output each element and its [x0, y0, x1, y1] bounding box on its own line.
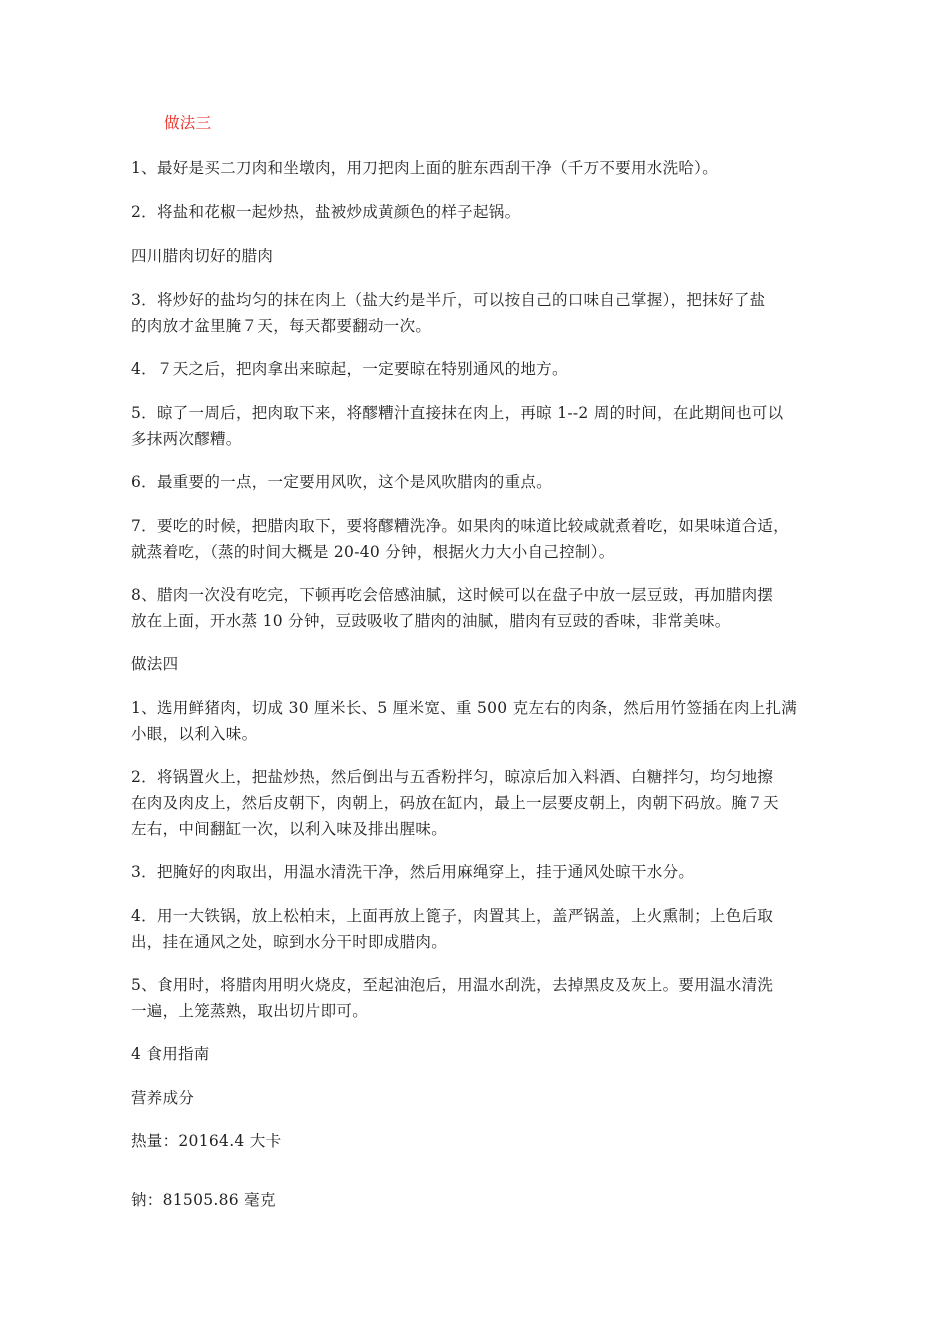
method-four-step-4-line-1: 4．用一大铁锅，放上松柏末，上面再放上篦子，肉置其上，盖严锅盖，上火熏制；上色后取: [131, 907, 774, 925]
method-four-heading: 做法四: [131, 655, 179, 673]
method-four-step-5-line-2: 一遍，上笼蒸熟，取出切片即可。: [131, 1002, 369, 1020]
method-three-step-2: 2．将盐和花椒一起炒热，盐被炒成黄颜色的样子起锅。: [131, 203, 521, 221]
method-three-step-5-line-2: 多抹两次醪糟。: [131, 430, 242, 448]
eating-guide-heading: 4 食用指南: [131, 1045, 210, 1063]
method-four-step-2-line-1: 2．将锅置火上，把盐炒热，然后倒出与五香粉拌匀，晾凉后加入料酒、白糖拌匀，均匀地擦: [131, 768, 774, 786]
method-three-heading: 做法三: [164, 114, 212, 132]
method-three-step-1: 1、最好是买二刀肉和坐墩肉，用刀把肉上面的脏东西刮干净（千万不要用水洗哈）。: [131, 159, 719, 177]
method-four-step-4-line-2: 出，挂在通风之处，晾到水分干时即成腊肉。: [131, 933, 448, 951]
method-three-step-5-line-1: 5．晾了一周后，把肉取下来，将醪糟汁直接抹在肉上，再晾 1--2 周的时间，在此期间也可以: [131, 404, 784, 422]
method-four-step-1-line-2: 小眼，以利入味。: [131, 725, 258, 743]
method-four-step-3: 3．把腌好的肉取出，用温水清洗干净，然后用麻绳穿上，挂于通风处晾干水分。: [131, 863, 695, 881]
method-three-step-3-line-2: 的肉放才盆里腌７天，每天都要翻动一次。: [131, 317, 432, 335]
nutrition-heading: 营养成分: [131, 1089, 195, 1107]
method-three-step-4: 4．７天之后，把肉拿出来晾起，一定要晾在特别通风的地方。: [131, 360, 568, 378]
image-caption: 四川腊肉切好的腊肉: [131, 247, 274, 265]
method-three-step-3-line-1: 3．将炒好的盐均匀的抹在肉上（盐大约是半斤，可以按自己的口味自己掌握），把抹好了盐: [131, 291, 766, 309]
method-three-step-7-line-1: 7．要吃的时候，把腊肉取下，要将醪糟洗净。如果肉的味道比较咸就煮着吃，如果味道合适，: [131, 517, 789, 535]
method-three-step-8-line-1: 8、腊肉一次没有吃完，下顿再吃会倍感油腻，这时候可以在盘子中放一层豆豉，再加腊肉摆: [131, 586, 774, 604]
method-four-step-2-line-2: 在肉及肉皮上，然后皮朝下，肉朝上，码放在缸内，最上一层要皮朝上，肉朝下码放。腌７天: [131, 794, 779, 812]
method-three-step-8-line-2: 放在上面，开水蒸 10 分钟，豆豉吸收了腊肉的油腻，腊肉有豆豉的香味，非常美味。: [131, 612, 731, 630]
method-three-step-6: 6．最重要的一点，一定要用风吹，这个是风吹腊肉的重点。: [131, 473, 552, 491]
method-four-step-1-line-1: 1、选用鲜猪肉，切成 30 厘米长、5 厘米宽、重 500 克左右的肉条，然后用竹签插在肉上扎满: [131, 699, 798, 717]
method-four-step-5-line-1: 5、食用时，将腊肉用明火烧皮，至起油泡后，用温水刮洗，去掉黑皮及灰上。要用温水清洗: [131, 976, 774, 994]
sodium-value: 钠：81505.86 毫克: [131, 1191, 276, 1209]
calories-value: 热量：20164.4 大卡: [131, 1132, 282, 1150]
method-three-step-7-line-2: 就蒸着吃，（蒸的时间大概是 20-40 分钟，根据火力大小自己控制）。: [131, 543, 615, 561]
method-four-step-2-line-3: 左右，中间翻缸一次，以利入味及排出腥味。: [131, 820, 448, 838]
